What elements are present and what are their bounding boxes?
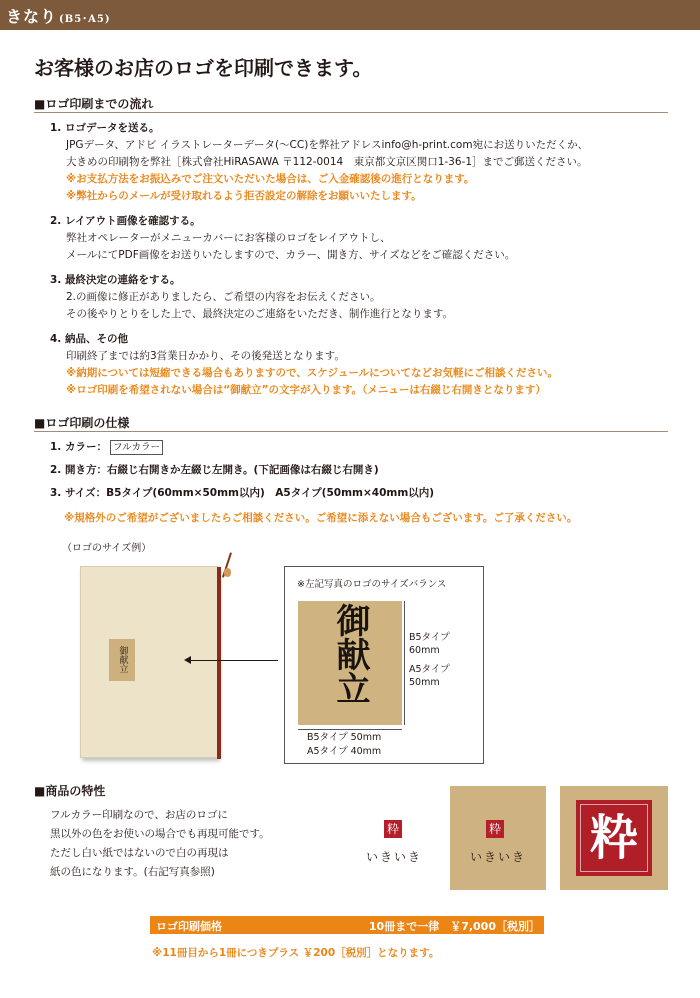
spec-size: 3. サイズ：B5タイプ(60mm×50mm以内) A5タイプ(50mm×40mm以内) xyxy=(50,487,435,499)
price-bar xyxy=(150,916,544,934)
color-value-box: フルカラー xyxy=(110,440,163,455)
logo-sample-original xyxy=(356,810,432,890)
step4-line1: 印刷終了までは約3営業日かかり、その後発送となります。 xyxy=(66,350,345,362)
menu-cover-image xyxy=(80,566,218,758)
arrow-line xyxy=(188,660,278,661)
example-caption: （ロゴのサイズ例） xyxy=(62,543,152,554)
height-dimension-line xyxy=(404,601,405,725)
stamp-closeup xyxy=(560,786,668,890)
stamp-icon: 粋 xyxy=(384,820,402,838)
b5-width-label: B5タイプ 50mm xyxy=(307,732,382,743)
step1-note1: ※お支払方法をお振込みでご注文いただいた場合は、ご入金確認後の進行となります。 xyxy=(66,173,475,185)
step3-line2: その後やりとりをした上で、最終決定のご連絡をいただき、制作進行となります。 xyxy=(66,308,454,320)
cover-spine xyxy=(217,567,221,759)
price-value: 10冊まで一律 ￥7,000［税別］ xyxy=(368,920,540,933)
page-headline: お客様のお店のロゴを印刷できます。 xyxy=(34,56,373,80)
price-label: ロゴ印刷価格 xyxy=(156,920,222,933)
feature-line1: フルカラー印刷なので、お店のロゴに xyxy=(50,809,228,821)
logo-sample-large: 御献立 xyxy=(298,601,402,725)
step3-title: 3. 最終決定の連絡をする。 xyxy=(50,274,181,286)
spec-binding: 2. 開き方：右綴じ右開きか左綴じ左開き。(下記画像は右綴じ右開き) xyxy=(50,464,379,476)
logo-script-text: いきいき xyxy=(469,850,526,864)
b5-height-label: B5タイプ 60mm xyxy=(409,632,450,656)
stamp-icon: 粋 xyxy=(486,820,504,838)
step3-line1: 2.の画像に修正がありましたら、ご希望の内容をお伝えください。 xyxy=(66,291,381,303)
step2-line1: 弊社オペレーターがメニューカバーにお客様のロゴをレイアウトし、 xyxy=(66,232,391,244)
a5-height-label: A5タイプ 50mm xyxy=(409,664,450,688)
stamp-large-icon: 粋 xyxy=(576,800,652,876)
feature-line4: 紙の色になります。(右記写真参照) xyxy=(50,866,215,878)
feature-line3: ただし白い紙ではないので白の再現は xyxy=(50,847,229,859)
step1-line2: 大きめの印刷物を弊社［株式會社HiRASAWA 〒112-0014 東京都文京区関口1-36-1］までご郵送ください。 xyxy=(66,156,588,168)
arrow-left-icon xyxy=(184,656,191,664)
size-box-caption: ※左記写真のロゴのサイズバランス xyxy=(297,579,447,590)
spec-heading: ■ロゴ印刷の仕様 xyxy=(34,416,130,430)
a5-width-label: A5タイプ 40mm xyxy=(307,746,382,757)
features-heading: ■商品の特性 xyxy=(34,784,106,798)
price-note: ※11冊目から1冊につきプラス ￥200［税別］となります。 xyxy=(152,947,440,959)
logo-script-text: いきいき xyxy=(365,850,422,864)
page-header xyxy=(0,0,700,30)
divider xyxy=(34,112,668,113)
step4-title: 4. 納品、その他 xyxy=(50,333,128,345)
spec-note: ※規格外のご希望がございましたらご相談ください。ご希望に添えない場合もございます。ご了承ください。 xyxy=(64,512,578,524)
divider xyxy=(34,431,668,432)
logo-sample-printed xyxy=(450,786,546,890)
step1-note2: ※弊社からのメールが受け取れるよう拒否設定の解除をお願いいたします。 xyxy=(66,190,422,202)
menu-bead xyxy=(224,568,231,577)
step2-title: 2. レイアウト画像を確認する。 xyxy=(50,215,201,227)
spec-color: 1. カラー： フルカラー xyxy=(50,440,163,455)
step4-note2: ※ロゴ印刷を希望されない場合は“御献立”の文字が入ります。（メニューは右綴じ右開きとなります） xyxy=(66,384,546,396)
step4-note1: ※納期については短縮できる場合もありますので、スケジュールについてなどお気軽にご相談ください。 xyxy=(66,367,558,379)
flow-heading: ■ロゴ印刷までの流れ xyxy=(34,97,154,111)
header-title: きなり (B5･A5) xyxy=(6,7,111,26)
step1-title: 1. ロゴデータを送る。 xyxy=(50,122,160,134)
step2-line2: メールにてPDF画像をお送りいたしますので、カラー、開き方、サイズなどをご確認ください。 xyxy=(66,249,516,261)
size-balance-box xyxy=(284,566,484,764)
width-dimension-line xyxy=(298,729,402,730)
feature-line2: 黒以外の色をお使いの場合でも再現可能です。 xyxy=(50,828,270,840)
cover-logo: 御献立 xyxy=(109,639,135,681)
step1-line1: JPGデータ、アドビ イラストレーターデータ(〜CC)を弊社アドレスinfo@h-print.com宛にお送りいただくか、 xyxy=(66,139,589,151)
